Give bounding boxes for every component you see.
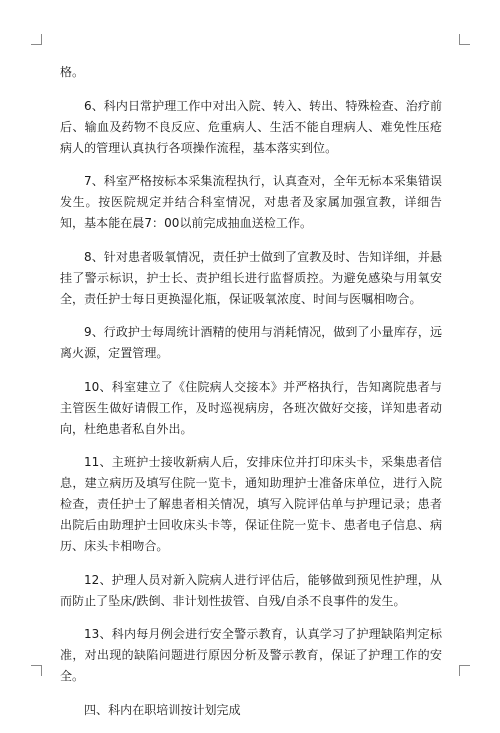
- paragraph-continuation: 格。: [60, 65, 85, 79]
- paragraph-item-10: 10、科室建立了《住院病人交接本》并严格执行，告知离院患者与主管医生做好请假工作，及时巡视病房，各班次做好交接，详知患者动向，杜绝患者私自外出。: [60, 379, 442, 436]
- crop-mark-bottom-left: [31, 665, 42, 676]
- paragraph-item-12: 12、护理人员对新入院病人进行评估后，能够做到预见性护理，从而防止了坠床/跌倒、非计划性拔管、自残/自杀不良事件的发生。: [60, 572, 442, 608]
- crop-mark-top-left: [31, 34, 42, 45]
- paragraph-item-8: 8、针对患者吸氧情况，责任护士做到了宣教及时、告知详细，并悬挂了警示标识，护士长、责护组长进行监督质控。为避免感染与用氧安全，责任护士每日更换湿化瓶，保证吸氧浓度、时间与医嘱相吻合。: [60, 249, 442, 306]
- paragraph-item-13: 13、科内每月例会进行安全警示教育，认真学习了护理缺陷判定标准，对出现的缺陷问题进行原因分析及警示教育，保证了护理工作的安全。: [60, 627, 442, 683]
- paragraph-item-7: 7、科室严格按标本采集流程执行，认真查对，全年无标本采集错误发生。按医院规定并结合科室情况，对患者及家属加强宣教，详细告知，基本能在晨7：00以前完成抽血送检工作。: [60, 174, 442, 230]
- paragraph-item-11: 11、主班护士接收新病人后，安排床位并打印床头卡，采集患者信息，建立病历及填写住院一览卡，通知助理护士准备床单位，进行入院检查，责任护士了解患者相关情况，填写入院评估单与护理记录；患者出院后由助理护士回收床头卡等，保证住院一览卡、患者电子信息、病历、床头卡相吻合。: [60, 455, 442, 553]
- crop-mark-top-right: [459, 34, 470, 45]
- crop-mark-bottom-right: [459, 665, 470, 676]
- section-heading-training: 四、科内在职培训按计划完成: [84, 702, 241, 717]
- paragraph-item-9: 9、行政护士每周统计酒精的使用与消耗情况，做到了小量库存，远离火源，定置管理。: [60, 325, 442, 360]
- document-body: [60, 62, 442, 733]
- paragraph-item-6: 6、科内日常护理工作中对出入院、转入、转出、特殊检查、治疗前后、输血及药物不良反应、危重病人、生活不能自理病人、难免性压疮病人的管理认真执行各项操作流程，基本落实到位。: [60, 98, 442, 155]
